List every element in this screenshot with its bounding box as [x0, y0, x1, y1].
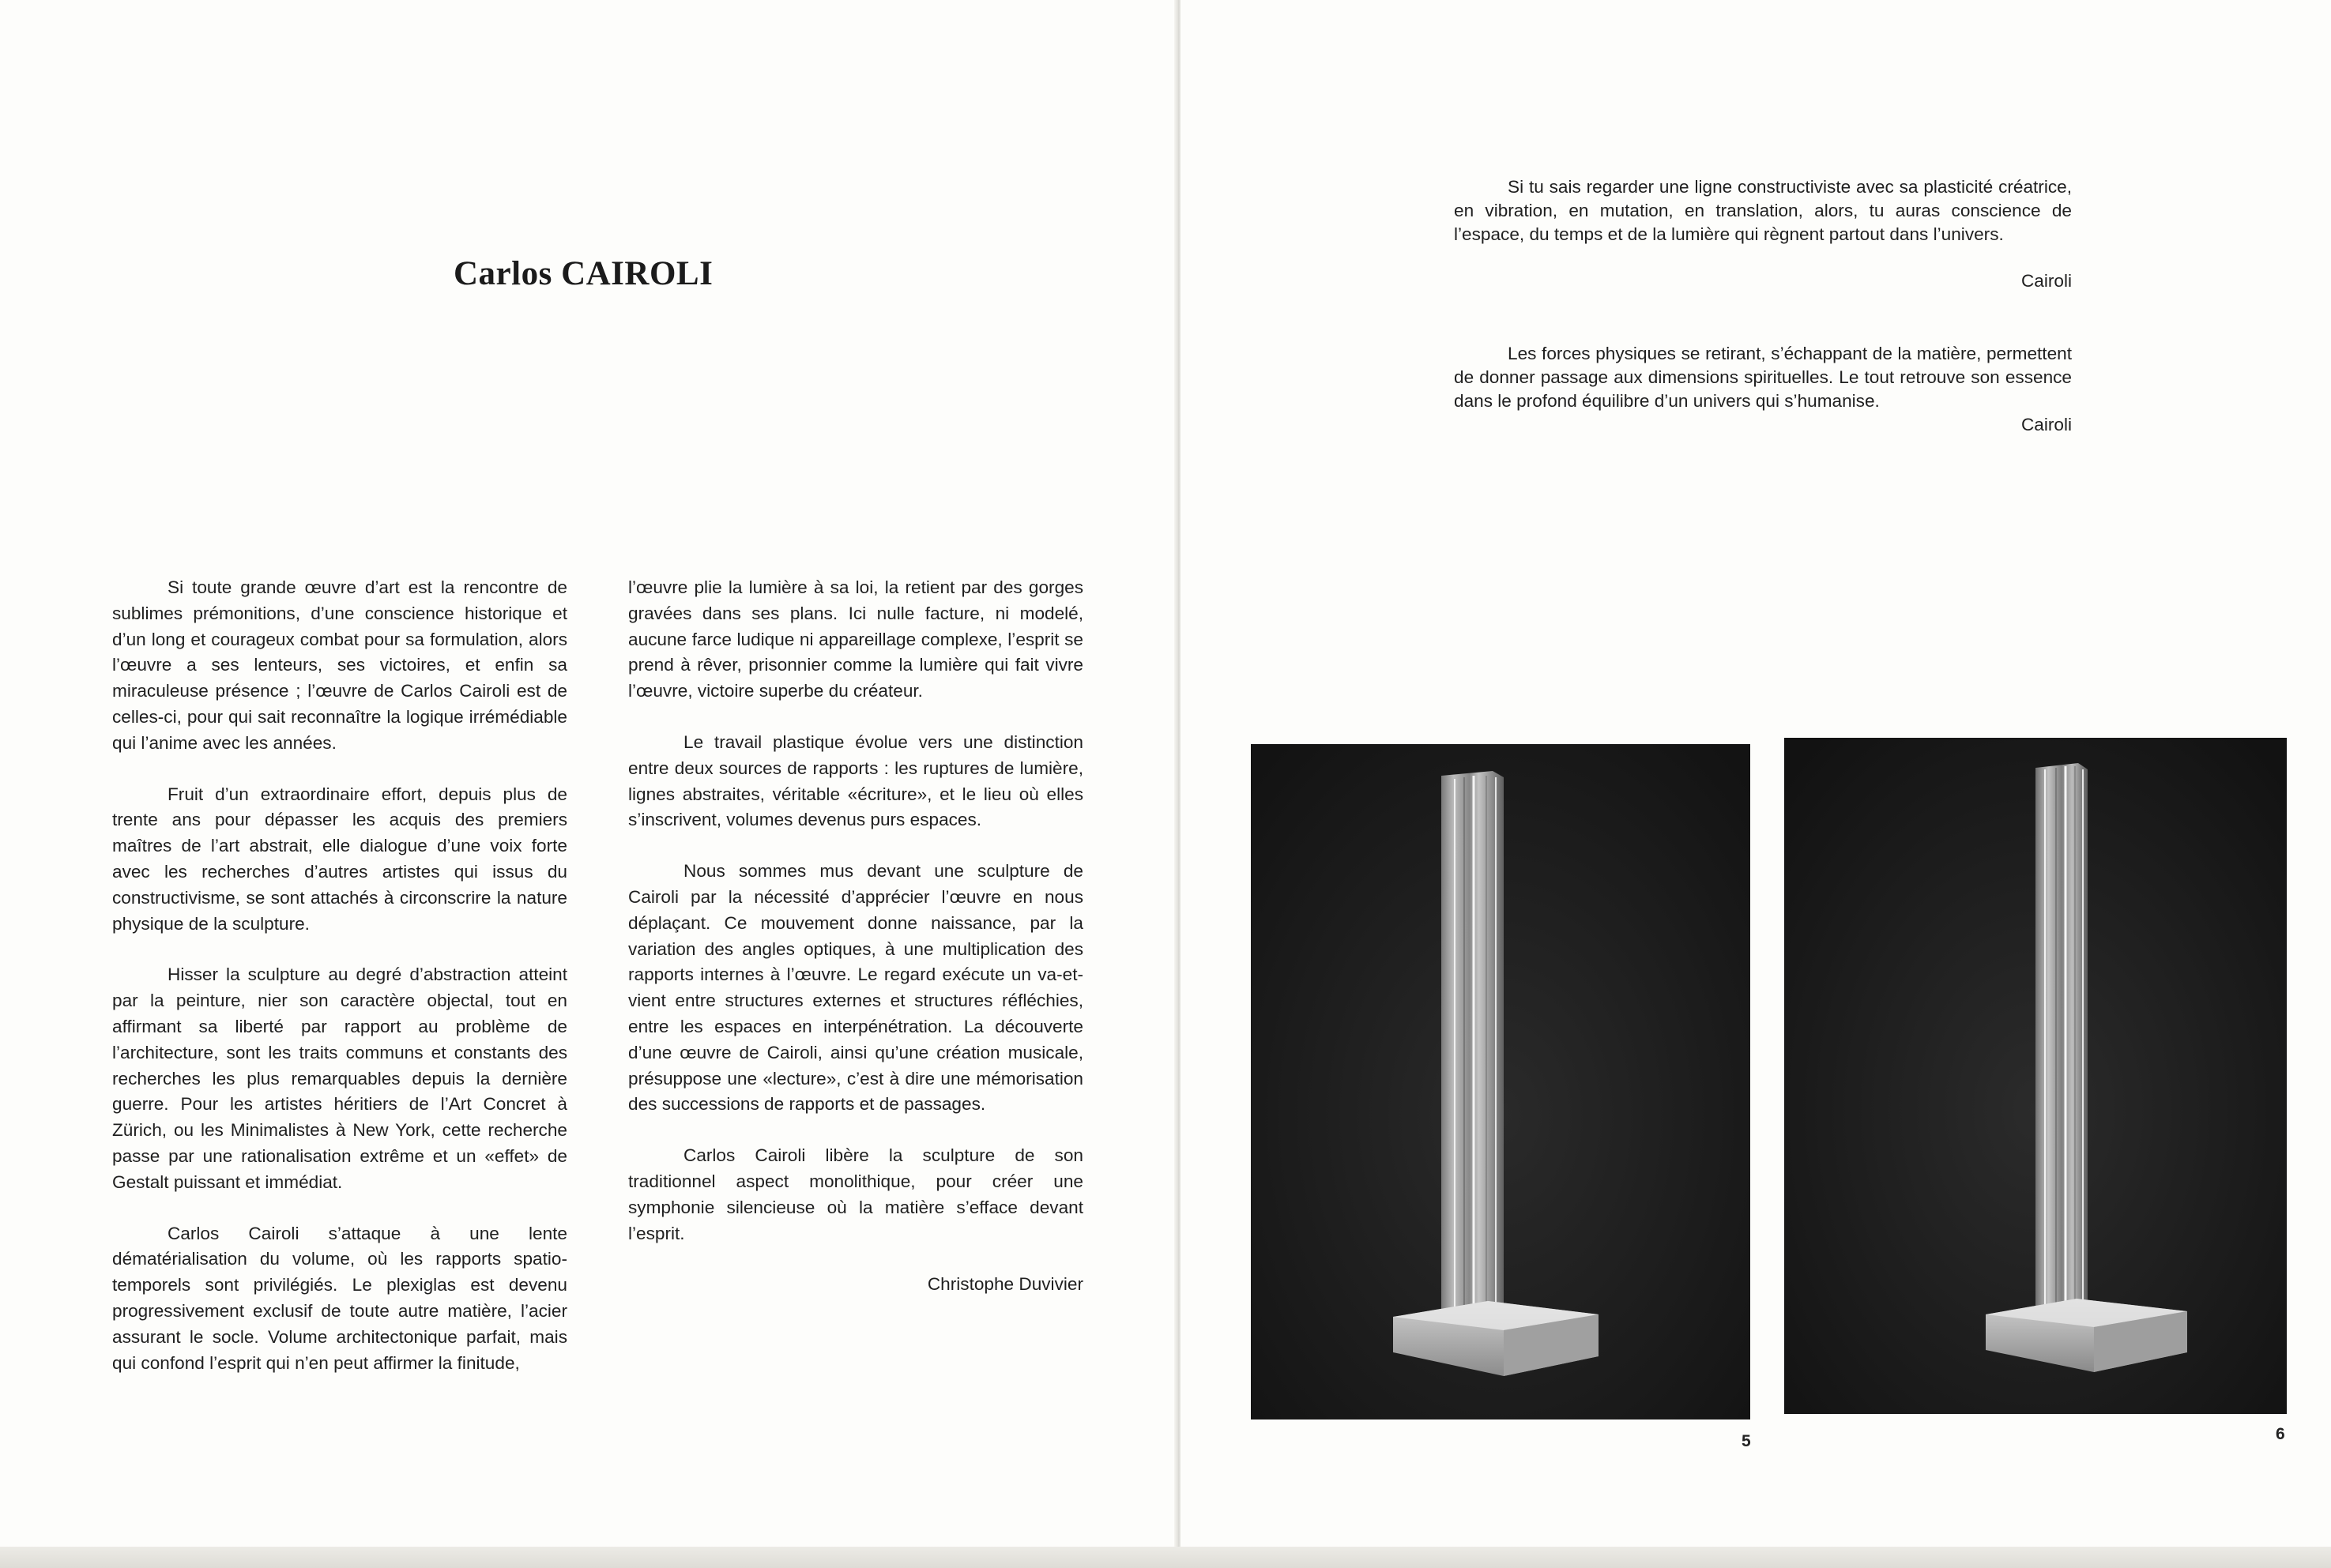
paragraph: Si toute grande œuvre d’art est la rencontre de sublimes prémonitions, d’une conscience historique et d’un long et courageux combat pour sa formulation, alors l’œuvre a ses lenteurs, ses victoires, et enfin sa miraculeuse présence ; l’œuvre de Carlos Cairoli est de celles-ci, pour qui sait reconnaître la logique irrémédiable qui l’anime avec les années.: [112, 577, 567, 753]
paragraph: Carlos Cairoli s’attaque à une lente dématérialisation du volume, où les rapports spatio-temporels sont privilégiés. Le plexiglas est devenu progressivement exclusif de toute autre matière, l’acier assurant le socle. Volume architectonique parfait, mais qui confond l’esprit qui n’en peut affirmer la finitude,: [112, 1223, 567, 1373]
sculpture-photo-2: [1784, 738, 2287, 1414]
quote-1-attribution: Cairoli: [2020, 270, 2072, 291]
paragraph: Fruit d’un extraordinaire effort, depuis plus de trente ans pour dépasser les acquis des premiers maîtres de l’art abstrait, elle dialogue d’une voix forte avec les recherches d’autres artistes qui issus du constructivisme, se sont attachés à circonscrire la nature physique de la sculpture.: [112, 784, 567, 934]
page-number-5: 5: [1742, 1432, 1751, 1450]
text-column-2: [628, 575, 1083, 1298]
quotes-block: [1454, 175, 2072, 438]
page-number-6: 6: [2276, 1425, 2285, 1443]
paragraph: Le travail plastique évolue vers une distinction entre deux sources de rapports : les ruptures de lumière, lignes abstraites, véritable «écriture», et le lieu où elles s’inscrivent, volumes devenus purs espaces.: [628, 731, 1083, 830]
page-bottom-edge: [0, 1547, 2331, 1568]
paragraph: Nous sommes mus devant une sculpture de Cairoli par la nécessité d’apprécier l’œuvre en nous déplaçant. Ce mouvement donne naissance, par la variation des angles optiques, à une multiplication des rapports internes à l’œuvre. Le regard exécute un va-et-vient entre structures externes et structures réfléchies, entre les espaces en interpénétration. La découverte d’une œuvre de Cairoli, ainsi qu’une création musicale, présuppose une «lecture», c’est à dire une mémorisation des successions de rapports et de passages.: [628, 861, 1083, 1115]
sculpture-photo-1: [1251, 744, 1750, 1419]
page-title: Carlos CAIROLI: [454, 255, 714, 292]
plexiglas-column-image: [1784, 738, 2287, 1414]
author-signature: Christophe Duvivier: [927, 1274, 1083, 1295]
quote-2-attribution: Cairoli: [2020, 415, 2072, 435]
paragraph: Hisser la sculpture au degré d’abstraction atteint par la peinture, nier son caractère objectal, tout en affirmant sa liberté par rapport au problème de l’architecture, sont les traits communs et constants des recherches les plus remarquables depuis la dernière guerre. Pour les artistes héritiers de l’Art Concret à Zürich, ou les Minimalistes à New York, cette recherche passe par une rationalisation extrême et un «effet» de Gestalt puissant et immédiat.: [112, 964, 567, 1192]
quote-1: Si tu sais regarder une ligne constructiviste avec sa plasticité créatrice, en vibration, en mutation, en translation, alors, tu auras conscience de l’espace, du temps et de la lumière qui règnent partout dans l’univers.: [1454, 177, 2072, 245]
plexiglas-column-image: [1251, 744, 1750, 1419]
paragraph: l’œuvre plie la lumière à sa loi, la retient par des gorges gravées dans ses plans. Ici nulle facture, ni modelé, aucune farce ludique ni appareillage complexe, l’esprit se prend à rêver, prisonnier comme la lumière qui fait vivre l’œuvre, victoire superbe du créateur.: [628, 577, 1083, 701]
quote-2: Les forces physiques se retirant, s’échappant de la matière, permettent de donner passage aux dimensions spirituelles. Le tout retrouve son essence dans le profond équilibre d’un univers qui s’humanise.: [1454, 343, 2072, 412]
text-column-1: [112, 575, 567, 1376]
paragraph: Carlos Cairoli libère la sculpture de son traditionnel aspect monolithique, pour créer une symphonie silencieuse où la matière s’efface devant l’esprit.: [628, 1145, 1083, 1243]
